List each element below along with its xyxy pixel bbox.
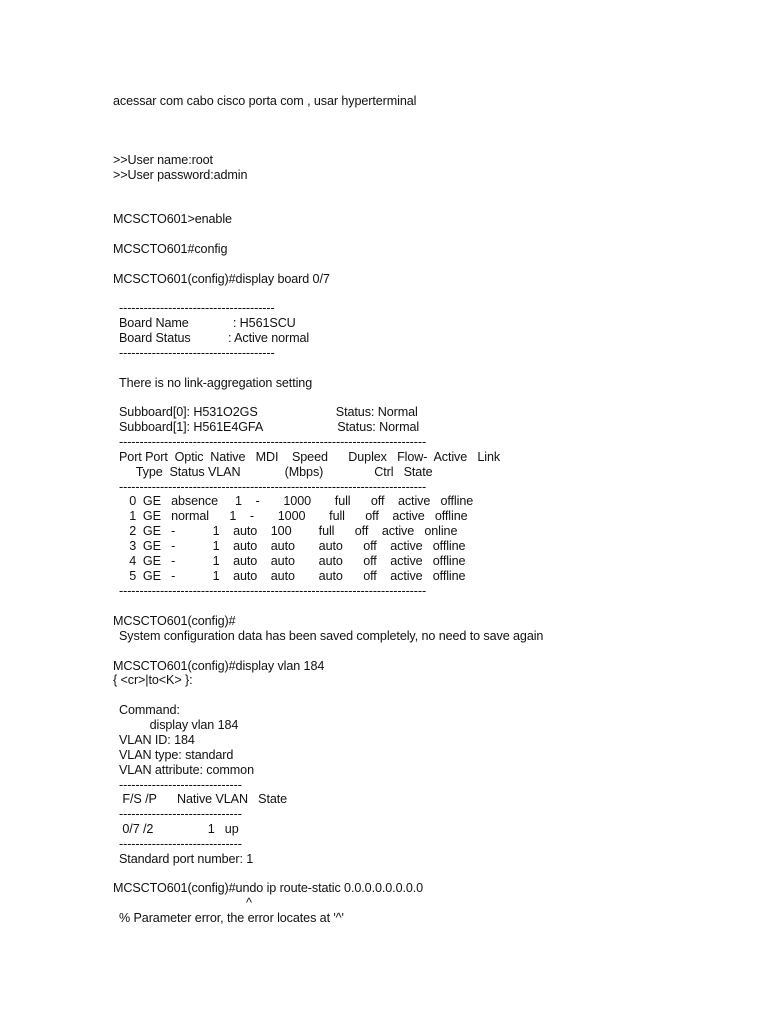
subboard-1-line: Subboard[1]: H561E4GFA Status: Normal	[119, 420, 420, 434]
port-row: 3 GE - 1 auto auto auto off active offline	[119, 539, 466, 553]
board-status-line: Board Status : Active normal	[119, 331, 310, 345]
vlan-table-header: F/S /P Native VLAN State	[119, 792, 288, 806]
port-table-header: Port Port Optic Native MDI Speed Duplex Flow- Active Link	[119, 450, 501, 464]
command-config: MCSCTO601#config	[113, 242, 228, 256]
port-row: 4 GE - 1 auto auto auto off active offline	[119, 554, 466, 568]
subboard-0-line: Subboard[0]: H531O2GS Status: Normal	[119, 405, 418, 419]
board-name-line: Board Name : H561SCU	[119, 316, 296, 330]
command-display-vlan: MCSCTO601(config)#display vlan 184	[113, 659, 325, 673]
separator-long: ---------------------------------------------------------------------------	[119, 584, 427, 598]
standard-port-line: Standard port number: 1	[119, 852, 254, 866]
port-row: 5 GE - 1 auto auto auto off active offline	[119, 569, 466, 583]
port-row: 0 GE absence 1 - 1000 full off active offline	[119, 494, 474, 508]
command-undo-route: MCSCTO601(config)#undo ip route-static 0.0.0.0.0.0.0.0	[113, 881, 424, 895]
login-user-password: >>User password:admin	[113, 168, 248, 182]
port-row: 2 GE - 1 auto 100 full off active online	[119, 524, 458, 538]
vlan-attribute-line: VLAN attribute: common	[119, 763, 254, 777]
vlan-separator: ------------------------------	[119, 837, 242, 851]
command-enable: MCSCTO601>enable	[113, 212, 232, 226]
link-aggregation-line: There is no link-aggregation setting	[119, 376, 313, 390]
vlan-separator: ------------------------------	[119, 807, 242, 821]
vlan-separator: ------------------------------	[119, 778, 242, 792]
command-display-board: MCSCTO601(config)#display board 0/7	[113, 272, 330, 286]
login-user-name: >>User name:root	[113, 153, 213, 167]
command-value: display vlan 184	[119, 718, 239, 732]
intro-line: acessar com cabo cisco porta com , usar hyperterminal	[113, 94, 417, 108]
separator-long: ---------------------------------------------------------------------------	[119, 435, 427, 449]
port-table-subheader: Type Status VLAN (Mbps) Ctrl State	[119, 465, 433, 479]
separator-short: --------------------------------------	[119, 346, 275, 360]
separator-long: ---------------------------------------------------------------------------	[119, 480, 427, 494]
separator-short: --------------------------------------	[119, 301, 275, 315]
error-message: % Parameter error, the error locates at '^'	[119, 911, 344, 925]
error-caret: ^	[246, 896, 252, 910]
vlan-id-line: VLAN ID: 184	[119, 733, 195, 747]
vlan-type-line: VLAN type: standard	[119, 748, 234, 762]
save-message: System configuration data has been saved completely, no need to save again	[119, 629, 544, 643]
port-row: 1 GE normal 1 - 1000 full off active offline	[119, 509, 468, 523]
command-label: Command:	[119, 703, 180, 717]
config-prompt: MCSCTO601(config)#	[113, 614, 236, 628]
command-options: { <cr>|to<K> }:	[113, 673, 193, 687]
vlan-table-row: 0/7 /2 1 up	[119, 822, 239, 836]
